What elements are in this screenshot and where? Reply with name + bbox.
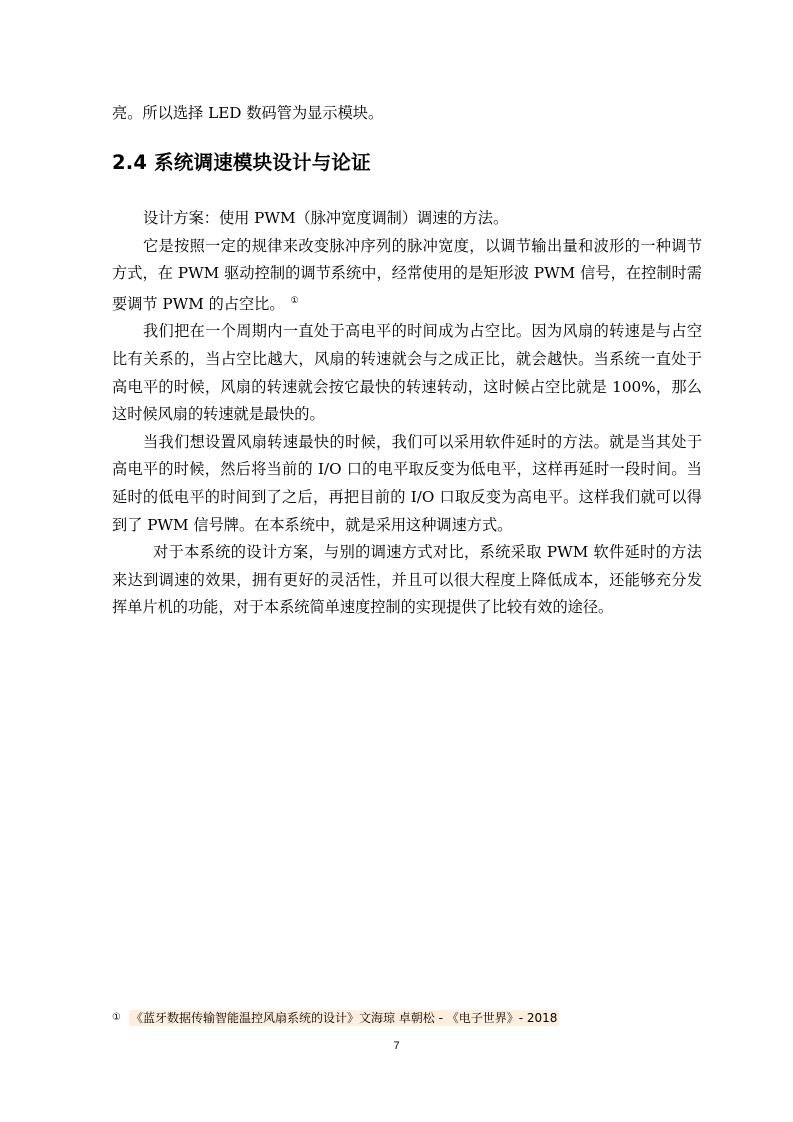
paragraph-5-text: 对于本系统的设计方案，与别的调速方式对比，系统采取 PWM 软件延时的方法来达到调速的效果，拥有更好的灵活性，并且可以很大程度上降低成本，还能够充分发挥单片机的功能，对于本系统简单速度控制的实现提供了比较有效的途径。 xyxy=(112,543,702,617)
footnote-number: ① xyxy=(112,1012,121,1023)
paragraph-2 xyxy=(112,233,702,319)
paragraph-1-text: 设计方案：使用 PWM（脉冲宽度调制）调速的方法。 xyxy=(143,209,509,227)
paragraph-3 xyxy=(112,318,702,428)
continued-text xyxy=(112,100,700,127)
paragraph-4 xyxy=(112,429,702,539)
footnote xyxy=(112,1008,559,1028)
paragraph-2-text: 它是按照一定的规律来改变脉冲序列的脉冲宽度，以调节输出量和波形的一种调节方式，在 PWM 驱动控制的调节系统中，经常使用的是矩形波 PWM 信号，在控制时需要调节 PWM 的占空比。 xyxy=(112,236,702,313)
top-line: 亮。所以选择 LED 数码管为显示模块。 xyxy=(112,104,384,122)
paragraph-5 xyxy=(112,539,702,622)
footnote-reference[interactable]: ① xyxy=(290,295,299,306)
footnote-text: 《蓝牙数据传输智能温控风扇系统的设计》文海琼 卓朝松 - 《电子世界》- 2018 xyxy=(130,1011,558,1025)
section-heading: 2.4 系统调速模块设计与论证 xyxy=(112,151,371,174)
paragraph-1 xyxy=(112,205,702,233)
paragraph-3-text: 我们把在一个周期内一直处于高电平的时间成为占空比。因为风扇的转速是与占空比有关系的，当占空比越大，风扇的转速就会与之成正比，就会越快。当系统一直处于高电平的时候，风扇的转速就会按它最快的转速转动，这时候占空比就是 100%，那么这时候风扇的转速就是最快的。 xyxy=(112,322,702,424)
section-body xyxy=(112,205,702,622)
page-number: 7 xyxy=(393,1040,400,1052)
paragraph-4-text: 当我们想设置风扇转速最快的时候，我们可以采用软件延时的方法。就是当其处于高电平的时候，然后将当前的 I/O 口的电平取反变为低电平，这样再延时一段时间。当延时的低电平的时间到了之后，再把目前的 I/O 口取反变为高电平。这样我们就可以得到了 PWM 信号牌。在本系统中，就是采用这种调速方式。 xyxy=(112,432,702,534)
